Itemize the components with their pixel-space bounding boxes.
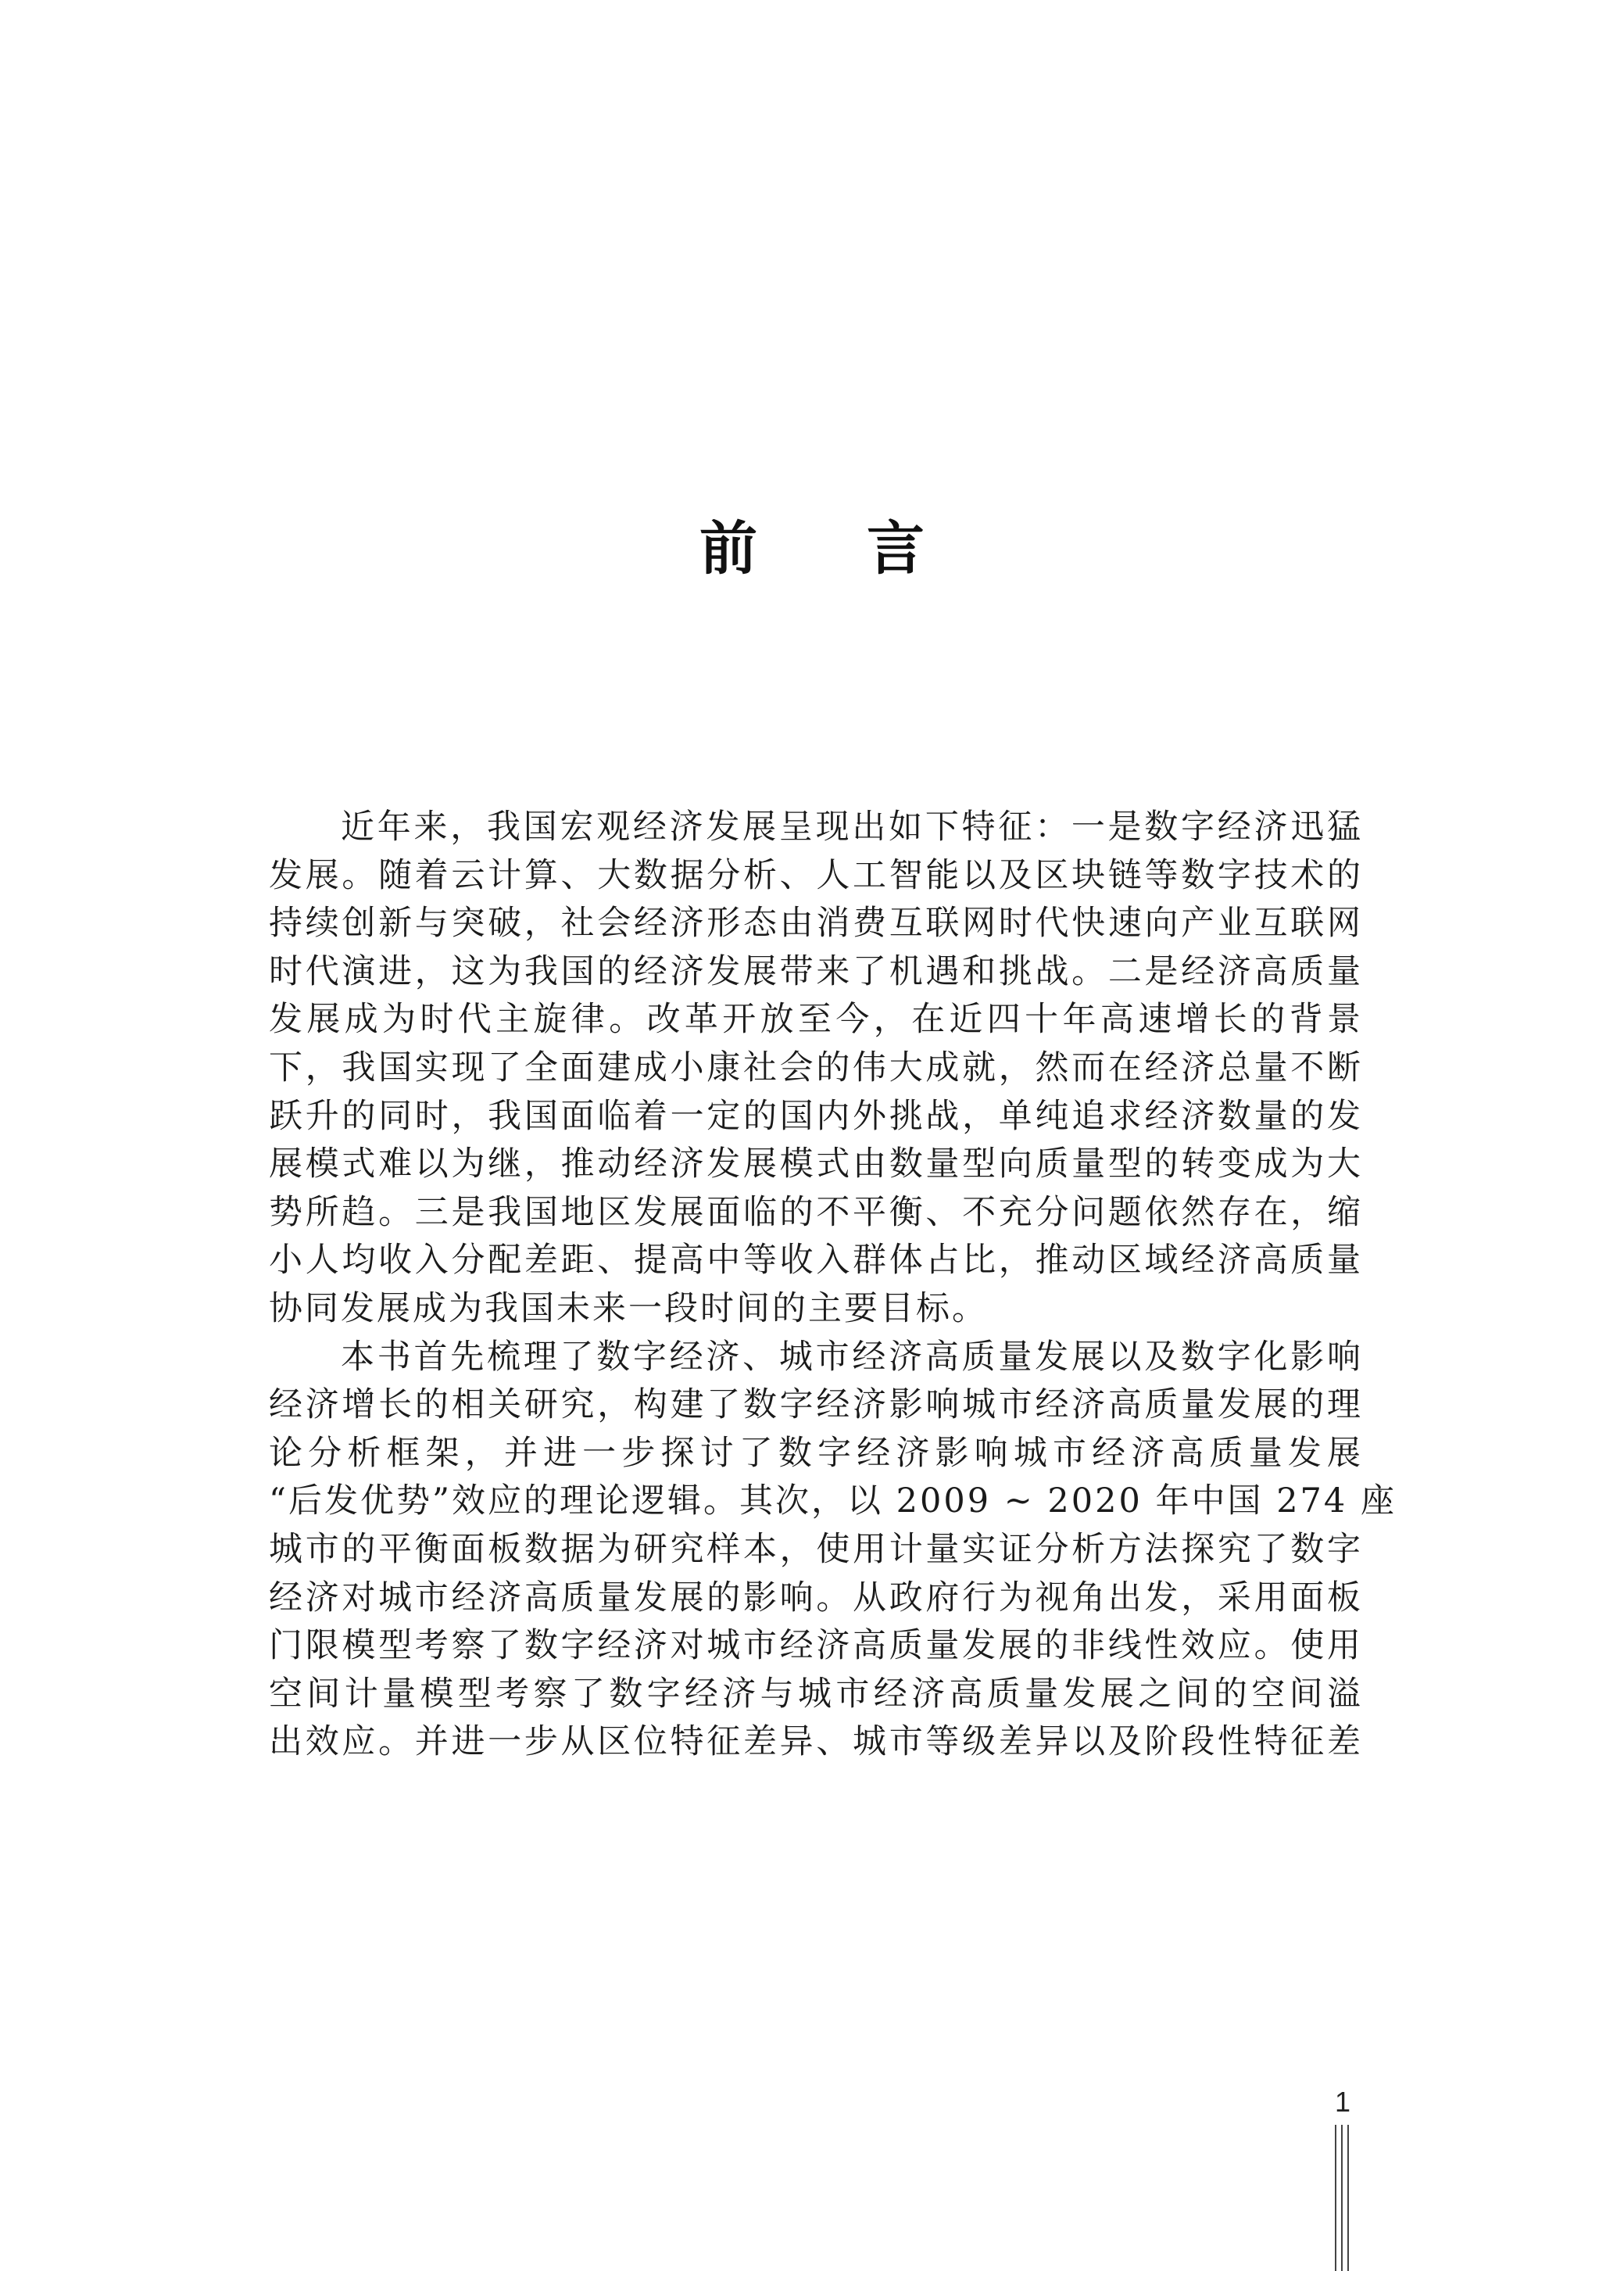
text-line: 近年来，我国宏观经济发展呈现出如下特征：一是数字经济迅猛 [341,808,1363,847]
text-line: 展模式难以为继，推动经济发展模式由数量型向质量型的转变成为大 [269,1144,1363,1184]
text-line: 经济对城市经济高质量发展的影响。从政府行为视角出发，采用面板 [269,1578,1363,1617]
text-line: 小人均收入分配差距、提高中等收入群体占比，推动区域经济高质量 [269,1241,1363,1281]
text-line: 跃升的同时，我国面临着一定的国内外挑战，单纯追求经济数量的发 [269,1096,1363,1136]
page-title: 前言 [699,515,1034,582]
text-line: 经济增长的相关研究，构建了数字经济影响城市经济高质量发展的理 [269,1385,1363,1425]
edge-rule [1335,2125,1336,2271]
text-line: 出效应。并进一步从区位特征差异、城市等级差异以及阶段性特征差 [269,1722,1363,1762]
paragraph-2 [269,1334,1397,1767]
text-line: 论分析框架，并进一步探讨了数字经济影响城市经济高质量发展 [269,1433,1363,1473]
text-line: 发展成为时代主旋律。改革开放至今，在近四十年高速增长的背景 [269,1000,1363,1040]
page-number: 1 [1334,2086,1351,2118]
text-line: 时代演进，这为我国的经济发展带来了机遇和挑战。二是经济高质量 [269,951,1363,991]
text-line: 势所趋。三是我国地区发展面临的不平衡、不充分问题依然存在，缩 [269,1192,1363,1232]
edge-rule [1347,2125,1349,2271]
text-line: 城市的平衡面板数据为研究样本，使用计量实证分析方法探究了数字 [269,1529,1363,1569]
text-line: 持续创新与突破，社会经济形态由消费互联网时代快速向产业互联网 [269,904,1363,944]
text-line: 下，我国实现了全面建成小康社会的伟大成就，然而在经济总量不断 [269,1048,1363,1087]
text-line: 本书首先梳理了数字经济、城市经济高质量发展以及数字化影响 [341,1337,1363,1377]
text-line: 协同发展成为我国未来一段时间的主要目标。 [269,1288,988,1328]
text-line: 门限模型考察了数字经济对城市经济高质量发展的非线性效应。使用 [269,1626,1363,1666]
edge-rule [1341,2125,1343,2271]
body-text [269,804,1397,1767]
text-line: 发展。随着云计算、大数据分析、人工智能以及区块链等数字技术的 [269,855,1363,895]
paragraph-1 [269,804,1363,1334]
text-line: “后发优势”效应的理论逻辑。其次，以 2009 ~ 2020 年中国 274 座 [269,1481,1397,1521]
text-line: 空间计量模型考察了数字经济与城市经济高质量发展之间的空间溢 [269,1674,1363,1714]
